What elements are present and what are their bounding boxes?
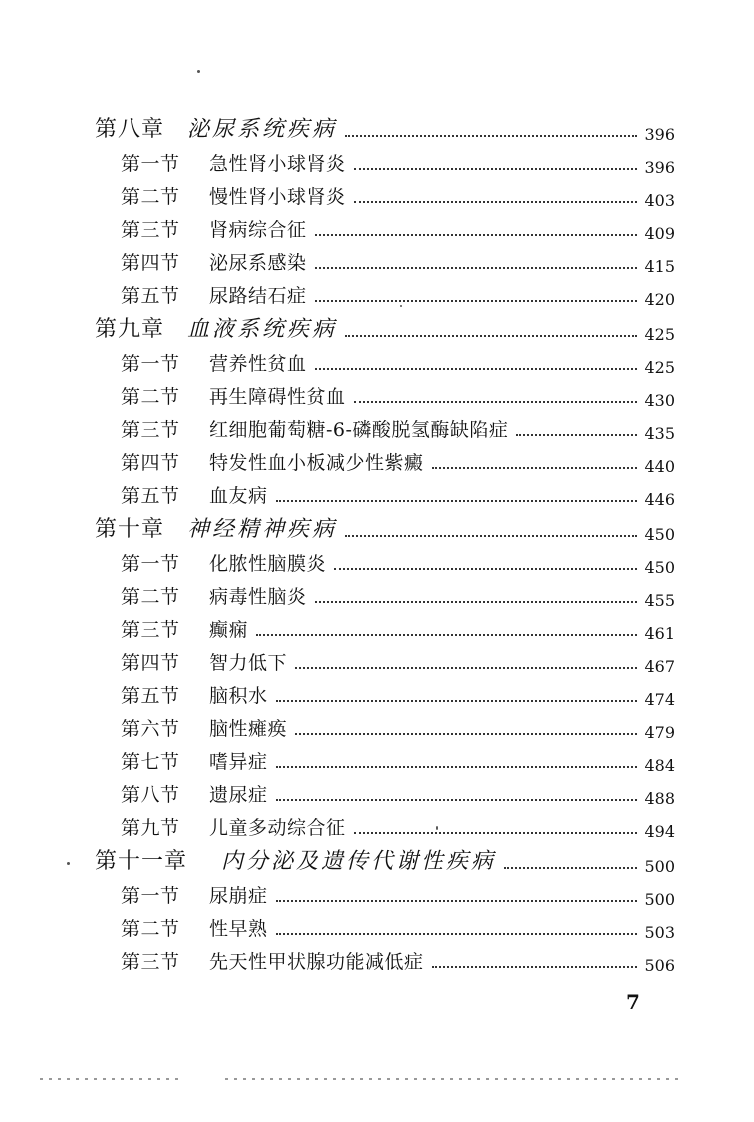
toc-page-number: 440	[644, 457, 675, 476]
section-number: 第五节	[121, 285, 180, 307]
toc-section-entry	[95, 141, 675, 177]
toc-section-entry	[95, 273, 675, 309]
toc-section-entry	[95, 739, 675, 775]
dot-leader	[276, 700, 637, 702]
dot-leader	[432, 966, 637, 968]
toc-page-number: 461	[644, 624, 675, 643]
toc-section-entry	[95, 772, 675, 808]
toc-section-entry	[95, 607, 675, 643]
toc-chapter-entry	[95, 506, 675, 544]
section-number: 第三节	[121, 419, 180, 441]
toc-page-number: 450	[644, 558, 675, 577]
scan-edge-mark	[40, 1078, 180, 1080]
chapter-number: 第十章	[95, 517, 165, 542]
scan-speck	[197, 70, 200, 73]
dot-leader	[315, 234, 637, 236]
section-number: 第二节	[121, 918, 180, 940]
toc-page-number: 425	[644, 325, 675, 344]
toc-section-entry	[95, 574, 675, 610]
dot-leader	[354, 168, 637, 170]
toc-page-number: 403	[644, 191, 675, 210]
section-number: 第一节	[121, 553, 180, 575]
dot-leader	[315, 368, 637, 370]
toc-page-number: 479	[644, 723, 675, 742]
section-number: 第二节	[121, 586, 180, 608]
dot-leader	[345, 335, 637, 337]
section-title: 血友病	[209, 485, 268, 507]
dot-leader	[256, 634, 637, 636]
chapter-title: 血液系统疾病	[187, 317, 338, 342]
toc-page-number: 467	[644, 657, 675, 676]
dot-leader	[295, 733, 637, 735]
page-number: 7	[626, 990, 640, 1014]
toc-chapter-entry	[95, 838, 675, 876]
dot-leader	[345, 535, 637, 537]
toc-section-entry	[95, 541, 675, 577]
toc-section-entry	[95, 440, 675, 476]
dot-leader	[354, 201, 637, 203]
section-number: 第三节	[121, 619, 180, 641]
section-title: 再生障碍性贫血	[209, 386, 346, 408]
dot-leader	[354, 832, 637, 834]
section-number: 第三节	[121, 951, 180, 973]
toc-section-entry	[95, 374, 675, 410]
table-of-contents	[95, 106, 675, 975]
section-title: 泌尿系感染	[209, 252, 307, 274]
section-number: 第一节	[121, 353, 180, 375]
section-number: 第四节	[121, 452, 180, 474]
chapter-title: 神经精神疾病	[187, 517, 338, 542]
section-number: 第二节	[121, 186, 180, 208]
section-title: 急性肾小球肾炎	[209, 153, 346, 175]
toc-section-entry	[95, 939, 675, 975]
toc-page-number: 488	[644, 789, 675, 808]
section-title: 尿路结石症	[209, 285, 307, 307]
toc-section-entry	[95, 673, 675, 709]
toc-page-number: 494	[644, 822, 675, 841]
toc-page-number: 396	[644, 125, 675, 144]
dot-leader	[345, 135, 637, 137]
toc-page-number: 500	[644, 890, 675, 909]
toc-section-entry	[95, 207, 675, 243]
dot-leader	[276, 766, 637, 768]
dot-leader	[516, 434, 637, 436]
toc-page-number: 500	[644, 857, 675, 876]
scan-edge-mark	[225, 1078, 680, 1080]
section-number: 第四节	[121, 652, 180, 674]
dot-leader	[315, 601, 637, 603]
dot-leader	[276, 500, 637, 502]
toc-section-entry	[95, 240, 675, 276]
section-title: 尿崩症	[209, 885, 268, 907]
section-title: 智力低下	[209, 652, 288, 674]
section-number: 第七节	[121, 751, 180, 773]
section-title: 遗尿症	[209, 784, 268, 806]
toc-section-entry	[95, 174, 675, 210]
toc-page-number: 435	[644, 424, 675, 443]
toc-chapter-entry	[95, 306, 675, 344]
toc-page-number: 450	[644, 525, 675, 544]
section-number: 第九节	[121, 817, 180, 839]
section-title: 脑积水	[209, 685, 268, 707]
toc-page-number: 415	[644, 257, 675, 276]
section-title: 特发性血小板减少性紫癜	[209, 452, 424, 474]
toc-page-number: 425	[644, 358, 675, 377]
dot-leader	[276, 933, 637, 935]
section-number: 第三节	[121, 219, 180, 241]
section-number: 第四节	[121, 252, 180, 274]
dot-leader	[354, 401, 637, 403]
section-title: 病毒性脑炎	[209, 586, 307, 608]
section-number: 第五节	[121, 485, 180, 507]
section-number: 第一节	[121, 153, 180, 175]
dot-leader	[432, 467, 637, 469]
toc-page-number: 396	[644, 158, 675, 177]
section-number: 第一节	[121, 885, 180, 907]
section-number: 第二节	[121, 386, 180, 408]
section-title: 营养性贫血	[209, 353, 307, 375]
dot-leader	[276, 900, 637, 902]
chapter-title: 内分泌及遗传代谢性疾病	[221, 849, 497, 874]
dot-leader	[276, 799, 637, 801]
chapter-title: 泌尿系统疾病	[187, 117, 338, 142]
toc-section-entry	[95, 706, 675, 742]
toc-section-entry	[95, 906, 675, 942]
section-title: 慢性肾小球肾炎	[209, 186, 346, 208]
chapter-number: 第九章	[95, 317, 165, 342]
toc-section-entry	[95, 341, 675, 377]
scan-speck	[400, 305, 402, 307]
toc-page-number: 503	[644, 923, 675, 942]
toc-section-entry	[95, 873, 675, 909]
dot-leader	[334, 568, 637, 570]
dot-leader	[504, 867, 637, 869]
toc-section-entry	[95, 407, 675, 443]
section-number: 第六节	[121, 718, 180, 740]
section-title: 脑性瘫痪	[209, 718, 288, 740]
section-title: 癫痫	[209, 619, 249, 641]
section-title: 儿童多动综合征	[209, 817, 346, 839]
toc-chapter-entry	[95, 106, 675, 144]
scan-speck	[436, 826, 438, 830]
section-title: 化脓性脑膜炎	[209, 553, 327, 575]
toc-page-number: 409	[644, 224, 675, 243]
toc-page-number: 446	[644, 490, 675, 509]
toc-section-entry	[95, 640, 675, 676]
toc-page-number: 506	[644, 956, 675, 975]
chapter-number: 第八章	[95, 117, 165, 142]
toc-page-number: 474	[644, 690, 675, 709]
section-title: 红细胞葡萄糖-6-磷酸脱氢酶缺陷症	[209, 419, 509, 441]
toc-page-number: 455	[644, 591, 675, 610]
scan-speck	[67, 862, 70, 865]
section-number: 第五节	[121, 685, 180, 707]
dot-leader	[315, 300, 637, 302]
chapter-number: 第十一章	[95, 849, 188, 874]
dot-leader	[315, 267, 637, 269]
section-number: 第八节	[121, 784, 180, 806]
toc-section-entry	[95, 805, 675, 841]
toc-page-number: 430	[644, 391, 675, 410]
section-title: 性早熟	[209, 918, 268, 940]
toc-section-entry	[95, 473, 675, 509]
toc-page-number: 420	[644, 290, 675, 309]
dot-leader	[295, 667, 637, 669]
section-title: 肾病综合征	[209, 219, 307, 241]
section-title: 先天性甲状腺功能减低症	[209, 951, 424, 973]
toc-page-number: 484	[644, 756, 675, 775]
section-title: 嗜异症	[209, 751, 268, 773]
